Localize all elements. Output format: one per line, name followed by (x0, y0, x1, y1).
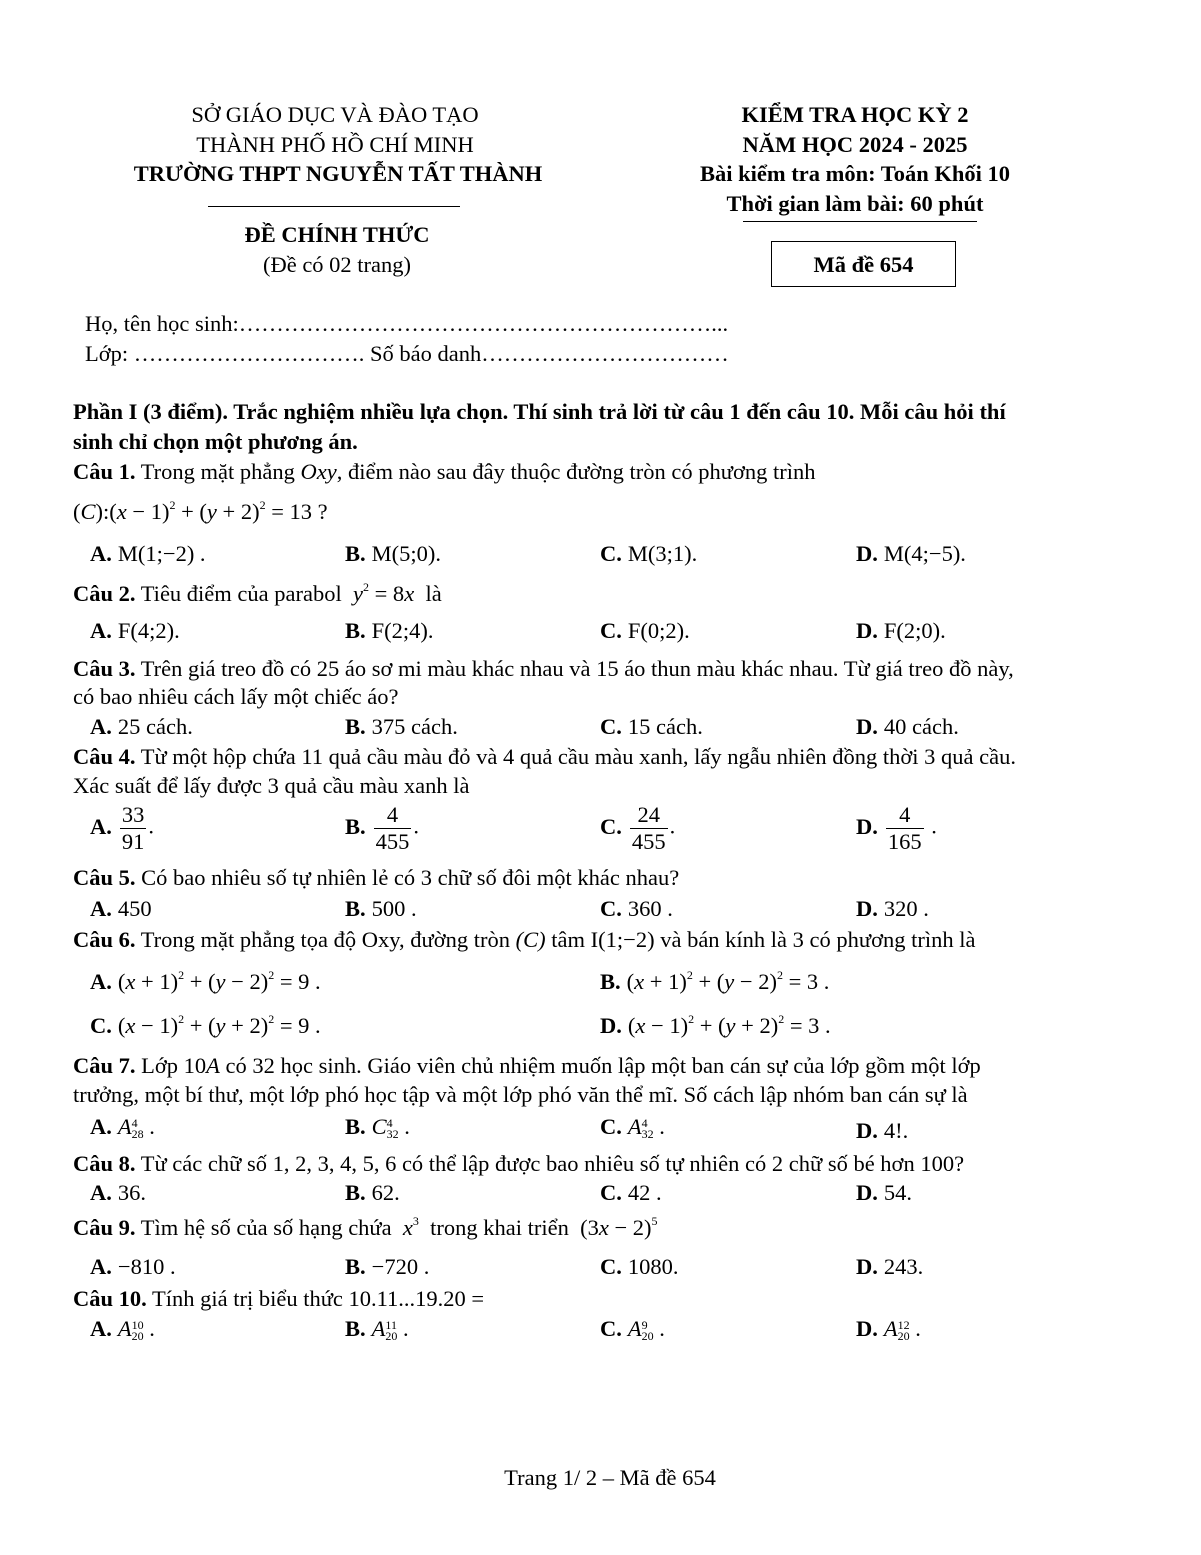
q9-option-a[interactable]: A. −810 . (90, 1254, 176, 1279)
question-1-text-b: , điểm nào sau đây thuộc đường tròn có phương trình (336, 459, 816, 484)
q2-option-d[interactable]: D. F(2;0). (856, 618, 946, 643)
q1-option-c[interactable]: C. M(3;1). (600, 541, 698, 566)
q6-option-d-rhs: = 3 . (789, 1013, 831, 1038)
duration-line: Thời gian làm bài: 60 phút (726, 191, 984, 216)
question-1-plane: Oxy (300, 459, 337, 484)
q8-option-c-value: 42 . (627, 1180, 662, 1205)
q3-option-c-value: 15 cách. (627, 714, 703, 739)
exam-title: KIỂM TRA HỌC KỲ 2 (741, 102, 969, 127)
question-4-label: Câu 4. (73, 744, 136, 769)
q1-option-b-value: M(5;0). (371, 541, 442, 566)
q4-c-denominator: 455 (631, 829, 666, 854)
question-9 (73, 1214, 658, 1241)
page-footer: Trang 1/ 2 – Mã đề 654 (504, 1465, 716, 1490)
question-4-line2: Xác suất để lấy được 3 quả cầu màu xanh là (73, 773, 470, 798)
q4-d-denominator: 165 (887, 829, 922, 854)
q5-option-d[interactable]: D. 320 . (856, 896, 929, 921)
question-8-text: Từ các chữ số 1, 2, 3, 4, 5, 6 có thể lập được bao nhiêu số tự nhiên có 2 chữ số bé hơn 100? (140, 1151, 965, 1176)
department-line-2: THÀNH PHỐ HỒ CHÍ MINH (196, 132, 474, 157)
q8-option-b[interactable]: B. 62. (345, 1180, 400, 1205)
question-7-text-a: Lớp (141, 1053, 179, 1078)
q4-option-b-fraction (374, 802, 412, 855)
q1-option-d-value: M(4;−5). (883, 541, 966, 566)
q9-option-b-value: −720 . (371, 1254, 430, 1279)
question-1-equation: (C):(x − $1)^2 + (y + 2)^2 = 13$ ? (73, 498, 328, 524)
q6-option-a[interactable]: A. $(x + 1)^2 + (y - 2)^2 = 9$ . (90, 968, 321, 994)
q10-option-b[interactable]: B. A 11 20 . (345, 1316, 409, 1343)
question-6-label: Câu 6. (73, 927, 136, 952)
question-5-label: Câu 5. (73, 865, 136, 890)
q2-option-a-value: F(4;2). (117, 618, 180, 643)
question-4-line1: Từ một hộp chứa 11 quả cầu màu đỏ và 4 quả cầu màu xanh, lấy ngẫu nhiên đồng thời 3 quả cầu. (140, 744, 1016, 769)
q5-option-a-value: 450 (117, 896, 152, 921)
q8-option-a-value: 36. (117, 1180, 146, 1205)
q8-option-b-value: 62. (371, 1180, 400, 1205)
header-divider-right (743, 221, 977, 222)
class-and-id-field: Lớp: …………………………. Số báo danh…………………………… (85, 341, 729, 366)
q4-b-denominator: 455 (375, 829, 410, 854)
question-9-text-b: trong khai triển (430, 1215, 569, 1240)
question-2-tail: là (425, 581, 442, 606)
q4-option-b[interactable]: B. $\frac{4}{455}$ . (345, 802, 420, 854)
q9-option-c[interactable]: C. 1080. (600, 1254, 679, 1279)
question-6-text-c: và bán kính là 3 có phương trình là (660, 927, 976, 952)
q4-c-numerator: 24 (637, 802, 660, 827)
q4-a-denominator: 91 (121, 829, 145, 854)
question-2 (73, 580, 442, 607)
q8-option-a[interactable]: A. 36. (90, 1180, 146, 1205)
q1-option-d[interactable]: D. M(4;−5). (856, 541, 966, 566)
question-7-text-b: có 32 học sinh. Giáo viên chủ nhiệm muốn lập một ban cán sự của lớp gồm một lớp (225, 1053, 981, 1078)
q5-option-b[interactable]: B. 500 . (345, 896, 417, 921)
question-7 (73, 1052, 981, 1079)
q3-option-b[interactable]: B. 375 cách. (345, 714, 458, 739)
q1-option-b[interactable]: B. M(5;0). (345, 541, 442, 566)
question-8 (73, 1150, 964, 1177)
question-2-text: Tiêu điểm của parabol (140, 581, 342, 606)
q4-b-numerator: 4 (386, 802, 399, 827)
q6-option-a-rhs: = 9 . (279, 969, 321, 994)
q4-a-numerator: 33 (121, 802, 145, 827)
q8-option-c[interactable]: C. 42 . (600, 1180, 662, 1205)
q7-option-d-value: 4!. (883, 1118, 909, 1143)
q3-option-a-value: 25 cách. (117, 714, 193, 739)
question-2-label: Câu 2. (73, 581, 136, 606)
q4-option-a-fraction (120, 802, 147, 855)
q6-option-c[interactable]: C. $(x - 1)^2 + (y + 2)^2 = 9$ . (90, 1012, 321, 1038)
q5-option-a[interactable]: A. 450 (90, 896, 152, 921)
exam-code-box (771, 241, 956, 287)
q4-option-d[interactable]: D. $\frac{4}{165}$ . (856, 802, 937, 854)
question-6-text-a: Trong mặt phẳng tọa độ Oxy, đường tròn (140, 927, 511, 952)
q2-option-d-value: F(2;0). (883, 618, 946, 643)
question-3-line2: có bao nhiêu cách lấy một chiếc áo? (73, 684, 399, 709)
question-8-label: Câu 8. (73, 1151, 136, 1176)
question-1 (73, 458, 816, 485)
part1-title-line2: sinh chỉ chọn một phương án. (73, 429, 358, 454)
question-6-circle: (C) (515, 927, 546, 952)
q10-option-c[interactable]: C. A 9 20 . (600, 1316, 665, 1343)
question-7-class: 10A (183, 1053, 220, 1078)
question-7-line2: trưởng, một bí thư, một lớp phó học tập và một lớp phó văn thể mĩ. Số cách lập nhóm ban cán sự là (73, 1082, 968, 1107)
question-5 (73, 864, 679, 891)
question-6-text-b: tâm (551, 927, 586, 952)
q1-option-a[interactable]: A. M(1;−2) . (90, 541, 206, 566)
q8-option-d[interactable]: D. 54. (856, 1180, 912, 1205)
q4-option-a[interactable]: A. $\frac{33}{91}$ . (90, 802, 154, 854)
q8-option-d-value: 54. (883, 1180, 912, 1205)
question-3-line1: Trên giá treo đồ có 25 áo sơ mi màu khác nhau và 15 áo thun màu khác nhau. Từ giá treo đồ này, (140, 656, 1014, 681)
q3-option-a[interactable]: A. 25 cách. (90, 714, 193, 739)
q7-option-b[interactable]: B. C 4 32 . (345, 1114, 410, 1141)
question-1-text-a: Trong mặt phẳng (140, 459, 295, 484)
header-divider-left (208, 206, 460, 207)
question-9-label: Câu 9. (73, 1215, 136, 1240)
q2-option-a[interactable]: A. F(4;2). (90, 618, 180, 643)
q4-option-c-fraction (630, 802, 668, 855)
q4-d-numerator: 4 (899, 802, 911, 827)
q2-option-c[interactable]: C. F(0;2). (600, 618, 690, 643)
q6-option-b[interactable]: B. $(x + 1)^2 + (y - 2)^2 = 3$ . (600, 968, 830, 994)
question-9-text-a: Tìm hệ số của số hạng chứa (140, 1215, 392, 1240)
question-10-expression: 10.11...19.20 = (348, 1286, 485, 1311)
question-10-label: Câu 10. (73, 1286, 147, 1311)
q7-option-d[interactable]: D. 4!. (856, 1118, 909, 1143)
school-name: TRƯỜNG THPT NGUYỄN TẤT THÀNH (133, 161, 543, 186)
q9-option-c-value: 1080. (627, 1254, 679, 1279)
question-3-label: Câu 3. (73, 656, 136, 681)
question-6-center: I(1;−2) (590, 927, 655, 952)
question-1-label: Câu 1. (73, 459, 136, 484)
q10-option-d[interactable]: D. A 12 20 . (856, 1316, 921, 1343)
question-10-text: Tính giá trị biểu thức (151, 1286, 343, 1311)
q6-option-b-rhs: = 3 . (788, 969, 830, 994)
official-label: ĐỀ CHÍNH THỨC (244, 222, 430, 247)
q3-option-d[interactable]: D. 40 cách. (856, 714, 959, 739)
question-2-equation: $y^2 = 8x$ (352, 580, 415, 606)
question-10 (73, 1285, 484, 1312)
q4-option-d-fraction (886, 802, 924, 855)
question-4 (73, 743, 1016, 770)
q9-option-a-value: −810 . (117, 1254, 176, 1279)
school-year: NĂM HỌC 2024 - 2025 (742, 132, 968, 157)
q7-option-a[interactable]: A. A 4 28 . (90, 1114, 155, 1141)
q5-option-d-value: 320 . (883, 896, 929, 921)
q5-option-b-value: 500 . (371, 896, 417, 921)
subject-line: Bài kiểm tra môn: Toán Khối 10 (699, 161, 1011, 186)
student-name-field: Họ, tên học sinh:………………………………………………………... (85, 311, 729, 336)
q9-option-d-value: 243. (883, 1254, 924, 1279)
q3-option-b-value: 375 cách. (371, 714, 458, 739)
q1-option-c-value: M(3;1). (627, 541, 698, 566)
q2-option-b[interactable]: B. F(2;4). (345, 618, 434, 643)
question-9-term: $x^3$ (402, 1214, 419, 1240)
exam-code: Mã đề 654 (813, 251, 914, 277)
pages-note: (Đề có 02 trang) (262, 252, 412, 277)
q1-option-a-value: M(1;−2) . (117, 541, 206, 566)
q2-option-b-value: F(2;4). (371, 618, 434, 643)
q10-option-a[interactable]: A. A 10 20 . (90, 1316, 155, 1343)
q9-option-d[interactable]: D. 243. (856, 1254, 924, 1279)
q3-option-d-value: 40 cách. (883, 714, 959, 739)
q6-option-d[interactable]: D. $(x - 1)^2 + (y + 2)^2 = 3$ . (600, 1012, 831, 1038)
q6-option-c-rhs: = 9 . (279, 1013, 321, 1038)
q5-option-c-value: 360 . (627, 896, 673, 921)
q3-option-c[interactable]: C. 15 cách. (600, 714, 703, 739)
question-5-text: Có bao nhiêu số tự nhiên lẻ có 3 chữ số đôi một khác nhau? (141, 865, 680, 890)
question-9-expansion: $(3x - 2)^5$ (574, 1214, 658, 1240)
question-7-label: Câu 7. (73, 1053, 136, 1078)
q4-option-c[interactable]: C. $\frac{24}{455}$ . (600, 802, 676, 854)
q9-option-b[interactable]: B. −720 . (345, 1254, 430, 1279)
part1-title-line1: Phần I (3 điểm). Trắc nghiệm nhiều lựa chọn. Thí sinh trả lời từ câu 1 đến câu 10. Mỗi câu hỏi thí (73, 399, 1006, 424)
q5-option-c[interactable]: C. 360 . (600, 896, 673, 921)
question-3 (73, 655, 1014, 682)
department-line-1: SỞ GIÁO DỤC VÀ ĐÀO TẠO (191, 102, 479, 127)
q2-option-c-value: F(0;2). (627, 618, 690, 643)
q7-option-c[interactable]: C. A 4 32 . (600, 1114, 665, 1141)
question-6 (73, 926, 975, 953)
